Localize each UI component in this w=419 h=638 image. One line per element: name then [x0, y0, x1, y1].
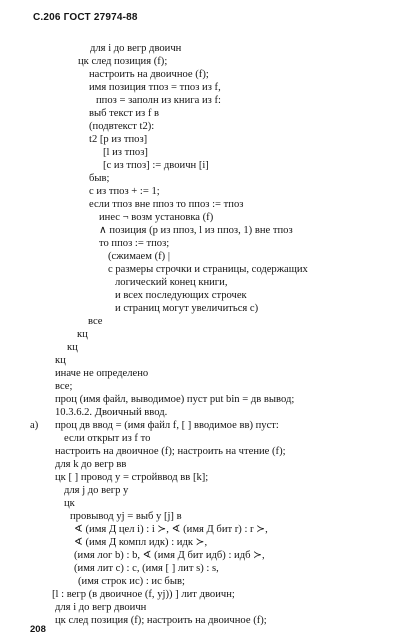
code-line: цк след позиция (f); настроить на двоичное (f);	[55, 615, 267, 626]
code-line: все;	[55, 381, 73, 392]
code-line: если открыт из f то	[64, 433, 151, 444]
page-number: 208	[30, 624, 46, 635]
code-line: проц дв ввод = (имя файл f, [ ] вводимое вв) пуст:	[55, 420, 279, 431]
code-line: и всех последующих строчек	[115, 290, 247, 301]
code-line: то ппоз := тпоз;	[99, 238, 170, 249]
item-marker: a)	[30, 420, 39, 431]
code-line: настроить на двоичное (f);	[89, 69, 209, 80]
code-line: (имя строк ис) : ис быв;	[78, 576, 185, 587]
code-line: с из тпоз + := 1;	[89, 186, 160, 197]
code-line: логический конец книги,	[115, 277, 228, 288]
code-line: ∧ позиция (p из ппоз, l из ппоз, 1) вне тпоз	[99, 225, 293, 236]
code-line: [l : вегр (в двоичное (f, yj)) ] лит двоичн;	[52, 589, 235, 600]
section-heading: 10.3.6.2. Двоичный ввод.	[55, 407, 168, 418]
running-head: С.206 ГОСТ 27974-88	[33, 12, 138, 23]
code-line: если тпоз вне ппоз то ппоз := тпоз	[89, 199, 244, 210]
code-line: и страниц могут увеличиться c)	[115, 303, 259, 314]
code-line: [l из тпоз]	[103, 147, 148, 158]
code-line: (подвтекст t2):	[89, 121, 155, 132]
code-line: все	[88, 316, 103, 327]
code-line: кц	[67, 342, 78, 353]
code-line: [c из тпоз] := двоичн [i]	[103, 160, 209, 171]
code-line: инес ¬ возм установка (f)	[99, 212, 214, 223]
code-line: выб текст из f в	[89, 108, 160, 119]
code-line: иначе не определено	[55, 368, 149, 379]
code-line: для i до вегр двоичн	[55, 602, 147, 613]
code-line: t2 [p из тпоз]	[89, 134, 148, 145]
code-line: (имя лит c) : c, (имя [ ] лит s) : s,	[74, 563, 219, 574]
code-line: настроить на двоичное (f); настроить на чтение (f);	[55, 446, 286, 457]
code-line: имя позиция тпоз = тпоз из f,	[89, 82, 221, 93]
code-line: цк след позиция (f);	[78, 56, 168, 67]
code-line: быв;	[89, 173, 110, 184]
code-line: для k до вегр вв	[55, 459, 127, 470]
code-line: с размеры строчки и страницы, содержащих	[108, 264, 308, 275]
code-line: проц (имя файл, выводимое) пуст put bin = дв вывод;	[55, 394, 295, 405]
code-line: провывод yj = выб y [j] в	[70, 511, 182, 522]
code-line: ппоз = заполн из книга из f:	[96, 95, 221, 106]
code-line: кц	[77, 329, 88, 340]
code-line: цк [ ] провод y = стройввод вв [k];	[55, 472, 209, 483]
code-line: для j до вегр y	[64, 485, 129, 496]
code-line: ∢ (имя Д компл идк) : идк ≻,	[74, 537, 208, 548]
code-line: ∢ (имя Д цел i) : i ≻, ∢ (имя Д бит r) : r ≻,	[74, 524, 268, 535]
code-line: (имя лог b) : b, ∢ (имя Д бит идб) : идб ≻,	[74, 550, 265, 561]
code-line: (сжимаем (f) |	[108, 251, 170, 262]
code-line: для i до вегр двоичн	[90, 43, 182, 54]
code-line: кц	[55, 355, 66, 366]
code-line: цк	[64, 498, 75, 509]
